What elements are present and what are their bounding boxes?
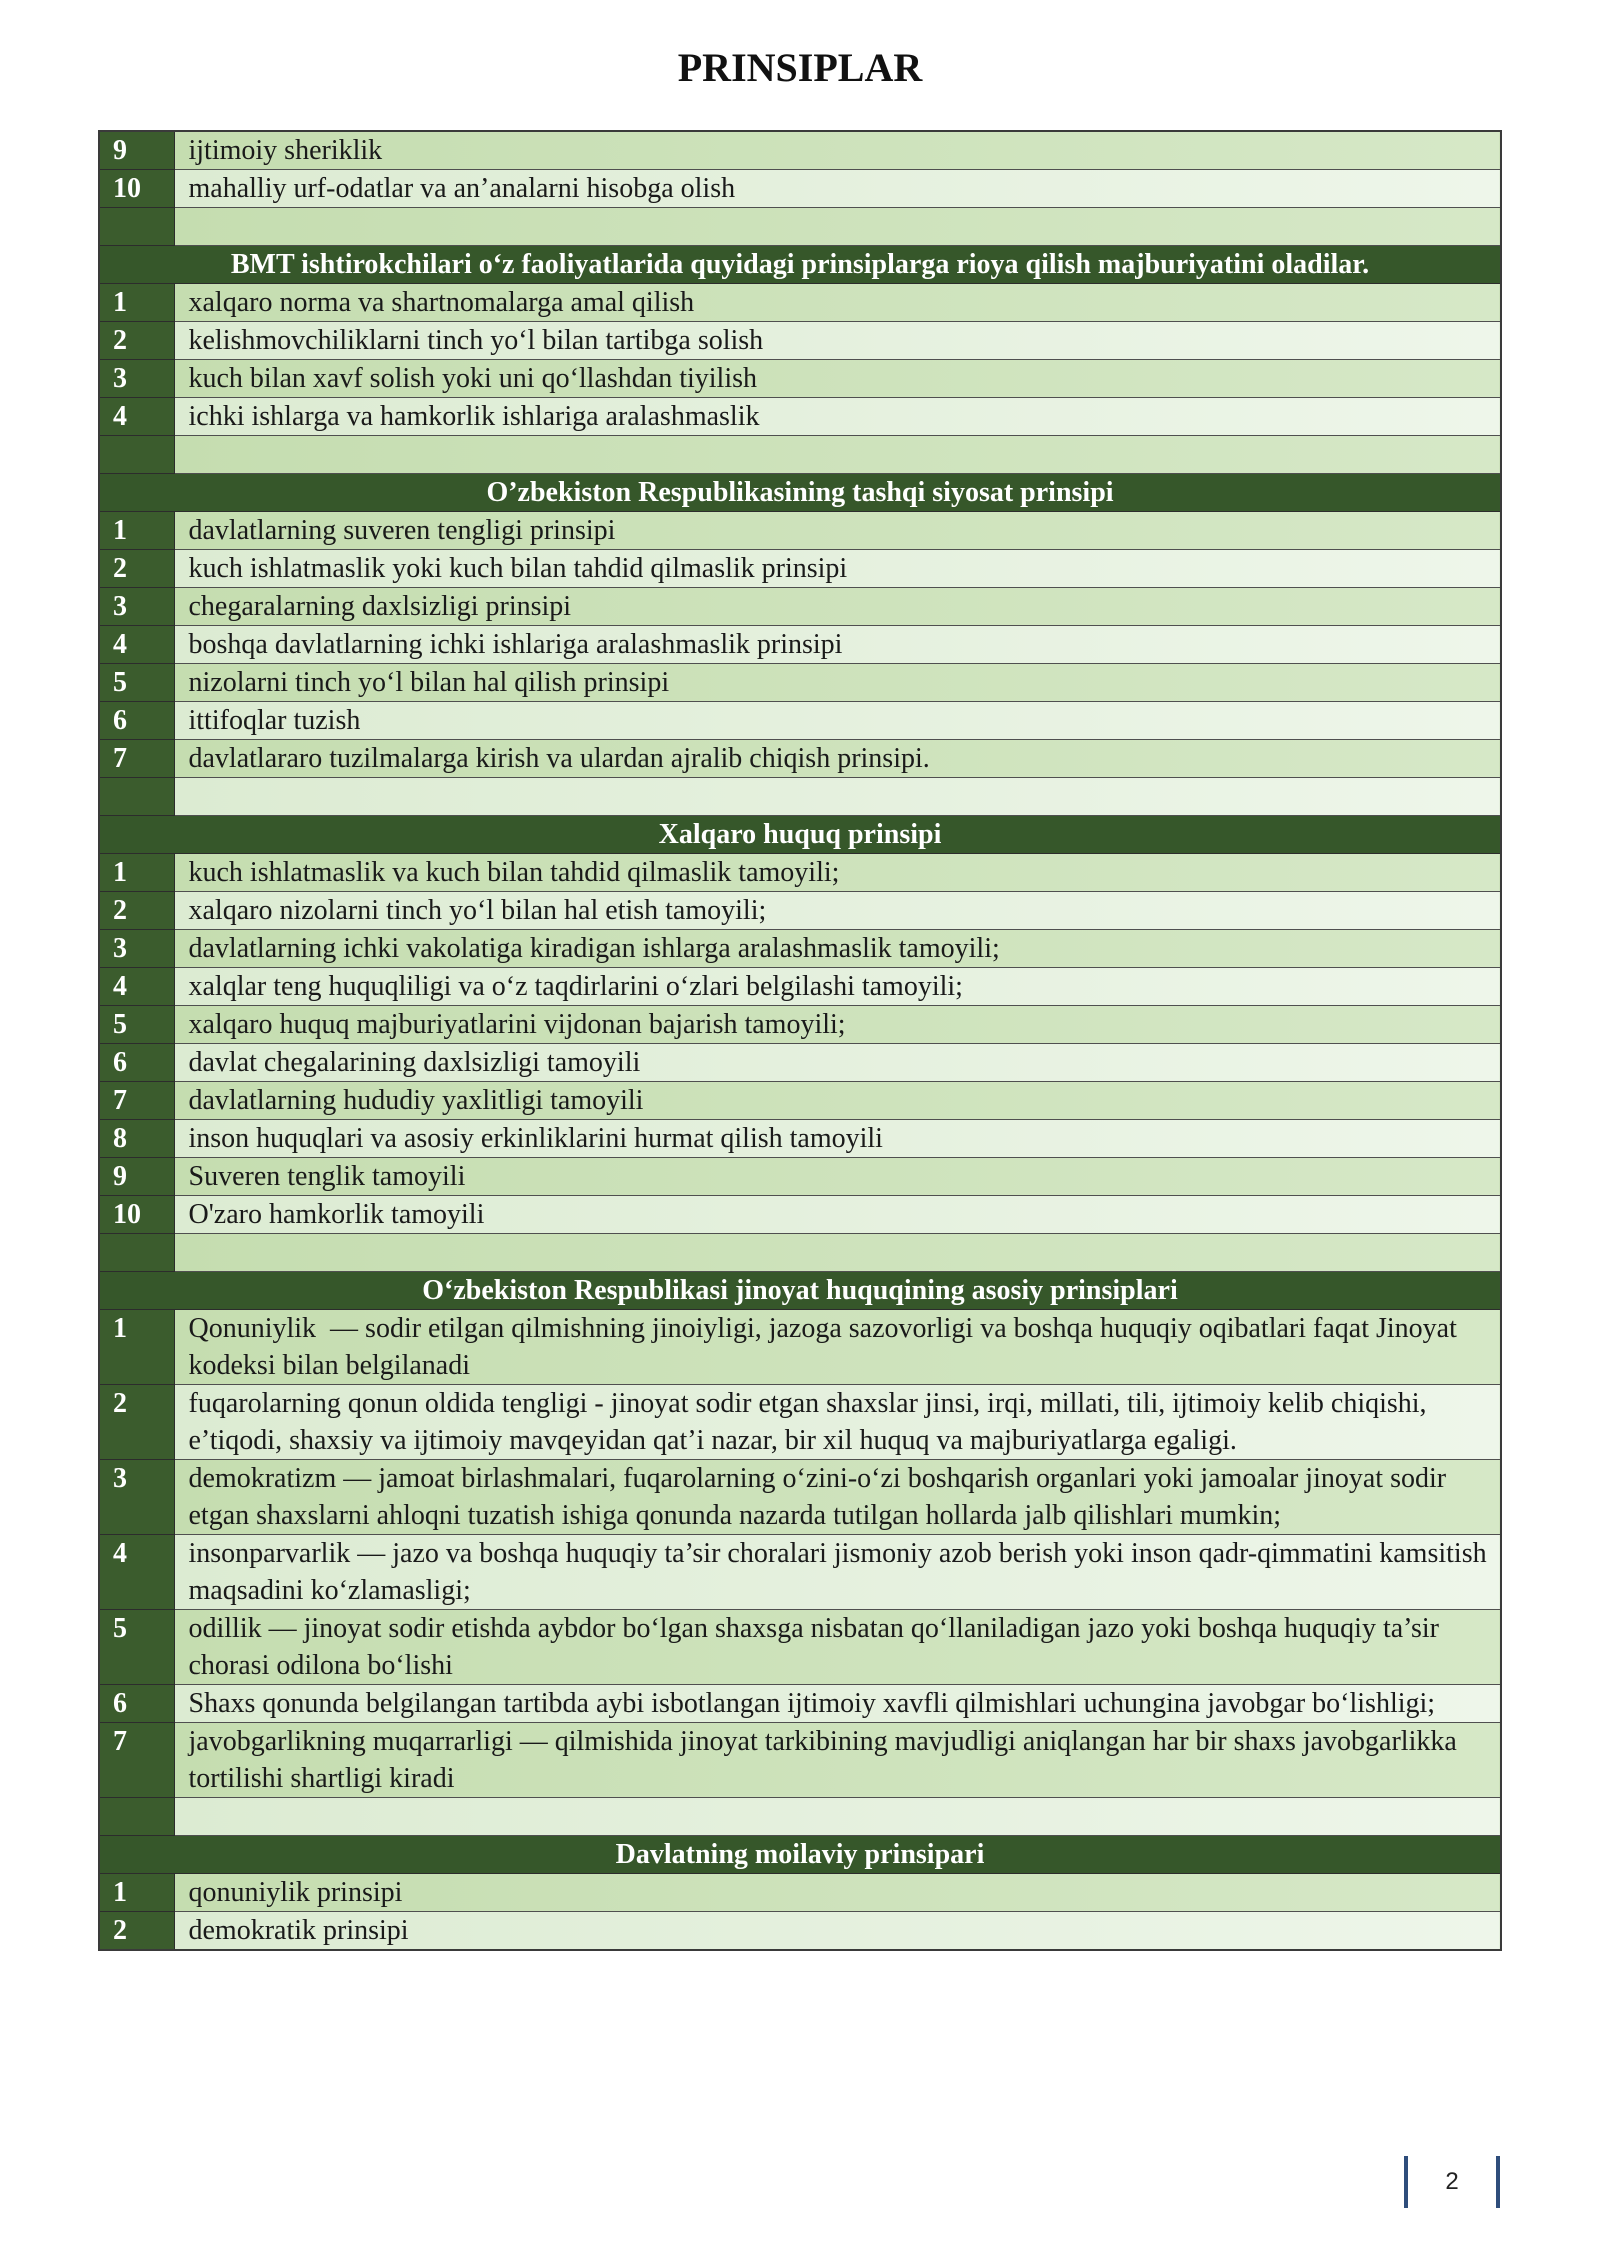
spacer-number-cell [99,1798,174,1836]
principle-text: mahalliy urf-odatlar va an’analarni hisobga olish [174,170,1501,208]
section-heading: BMT ishtirokchilari o‘z faoliyatlarida quyidagi prinsiplarga rioya qilish majburiyatini oladilar. [99,246,1501,284]
section-heading: O‘zbekiston Respublikasi jinoyat huquqining asosiy prinsiplari [99,1272,1501,1310]
principle-row [99,968,1501,1006]
principle-text: kuch ishlatmaslik yoki kuch bilan tahdid qilmaslik prinsipi [174,550,1501,588]
spacer-text-cell [174,436,1501,474]
principle-text: ittifoqlar tuzish [174,702,1501,740]
principle-text: inson huquqlari va asosiy erkinliklarini hurmat qilish tamoyili [174,1120,1501,1158]
principle-row [99,588,1501,626]
spacer-row [99,1234,1501,1272]
row-number: 2 [99,1912,174,1951]
row-number: 8 [99,1120,174,1158]
principle-text: kuch ishlatmaslik va kuch bilan tahdid qilmaslik tamoyili; [174,854,1501,892]
principle-row [99,322,1501,360]
section-heading-row [99,1836,1501,1874]
principle-row [99,398,1501,436]
spacer-row [99,208,1501,246]
spacer-text-cell [174,208,1501,246]
principle-text: insonparvarlik — jazo va boshqa huquqiy ta’sir choralari jismoniy azob berish yoki inson qadr-qimmatini kamsitish maqsadini ko‘zlamasligi; [174,1535,1501,1610]
row-number: 10 [99,170,174,208]
principle-row [99,892,1501,930]
principle-row [99,626,1501,664]
section-heading: Xalqaro huquq prinsipi [99,816,1501,854]
row-number: 9 [99,131,174,170]
principle-text: ijtimoiy sheriklik [174,131,1501,170]
principle-text: kuch bilan xavf solish yoki uni qo‘llashdan tiyilish [174,360,1501,398]
principle-row [99,740,1501,778]
row-number: 5 [99,1006,174,1044]
row-number: 4 [99,1535,174,1610]
principle-text: davlatlarning ichki vakolatiga kiradigan ishlarga aralashmaslik tamoyili; [174,930,1501,968]
row-number: 4 [99,398,174,436]
principles-table-body [99,131,1501,1950]
row-number: 3 [99,360,174,398]
spacer-text-cell [174,1234,1501,1272]
principle-row [99,1460,1501,1535]
principle-text: demokratik prinsipi [174,1912,1501,1951]
spacer-row [99,778,1501,816]
row-number: 2 [99,892,174,930]
principle-text: xalqaro nizolarni tinch yo‘l bilan hal etish tamoyili; [174,892,1501,930]
principle-row [99,1385,1501,1460]
principle-row [99,1006,1501,1044]
spacer-number-cell [99,778,174,816]
principles-table [98,130,1502,1951]
principle-text: davlatlararo tuzilmalarga kirish va ulardan ajralib chiqish prinsipi. [174,740,1501,778]
section-heading: O’zbekiston Respublikasining tashqi siyosat prinsipi [99,474,1501,512]
spacer-number-cell [99,1234,174,1272]
row-number: 1 [99,1310,174,1385]
page-number: 2 [1445,2168,1459,2195]
principle-row [99,1535,1501,1610]
row-number: 5 [99,664,174,702]
principle-row [99,170,1501,208]
principle-text: ichki ishlarga va hamkorlik ishlariga aralashmaslik [174,398,1501,436]
page-title: PRINSIPLAR [677,45,923,90]
principle-row [99,512,1501,550]
principle-text: davlatlarning hududiy yaxlitligi tamoyili [174,1082,1501,1120]
principle-row [99,1723,1501,1798]
principle-row [99,1912,1501,1951]
spacer-text-cell [174,778,1501,816]
principle-row [99,1685,1501,1723]
row-number: 2 [99,322,174,360]
row-number: 4 [99,626,174,664]
principle-text: nizolarni tinch yo‘l bilan hal qilish prinsipi [174,664,1501,702]
row-number: 6 [99,702,174,740]
principle-text: O'zaro hamkorlik tamoyili [174,1196,1501,1234]
principle-row [99,1120,1501,1158]
section-heading-row [99,1272,1501,1310]
principle-text: xalqaro huquq majburiyatlarini vijdonan bajarish tamoyili; [174,1006,1501,1044]
spacer-number-cell [99,208,174,246]
principle-row [99,664,1501,702]
principle-row [99,1044,1501,1082]
principle-text: Shaxs qonunda belgilangan tartibda aybi isbotlangan ijtimoiy xavfli qilmishlari uchungina javobgar bo‘lishligi; [174,1685,1501,1723]
spacer-text-cell [174,1798,1501,1836]
row-number: 5 [99,1610,174,1685]
principle-text: kelishmovchiliklarni tinch yo‘l bilan tartibga solish [174,322,1501,360]
principle-row [99,1196,1501,1234]
principle-text: xalqaro norma va shartnomalarga amal qilish [174,284,1501,322]
principle-row [99,284,1501,322]
principle-text: fuqarolarning qonun oldida tengligi - jinoyat sodir etgan shaxslar jinsi, irqi, millati, tili, ijtimoiy kelib chiqishi, e’tiqodi, shaxsiy va ijtimoiy mavqeyidan qat’i nazar, bir xil huquq va majburiyatlarga egaligi. [174,1385,1501,1460]
section-heading-row [99,474,1501,512]
principle-text: odillik — jinoyat sodir etishda aybdor bo‘lgan shaxsga nisbatan qo‘llaniladigan jazo yoki boshqa huquqiy ta’sir chorasi odilona bo‘lishi [174,1610,1501,1685]
principle-row [99,1874,1501,1912]
row-number: 4 [99,968,174,1006]
row-number: 3 [99,588,174,626]
row-number: 7 [99,1082,174,1120]
row-number: 1 [99,284,174,322]
principle-text: qonuniylik prinsipi [174,1874,1501,1912]
principle-text: davlat chegalarining daxlsizligi tamoyili [174,1044,1501,1082]
principle-text: boshqa davlatlarning ichki ishlariga aralashmaslik prinsipi [174,626,1501,664]
principle-row [99,1610,1501,1685]
principle-row [99,1158,1501,1196]
principle-text: davlatlarning suveren tengligi prinsipi [174,512,1501,550]
principle-text: demokratizm — jamoat birlashmalari, fuqarolarning o‘zini-o‘zi boshqarish organlari yoki jamoalar jinoyat sodir etgan shaxslarni ahloqni tuzatish ishiga qonunda nazarda tutilgan hollarda jalb qilishlari mumkin; [174,1460,1501,1535]
row-number: 1 [99,854,174,892]
row-number: 9 [99,1158,174,1196]
row-number: 10 [99,1196,174,1234]
row-number: 6 [99,1685,174,1723]
principle-text: javobgarlikning muqarrarligi — qilmishida jinoyat tarkibining mavjudligi aniqlangan har bir shaxs javobgarlikka tortilishi shartligi kiradi [174,1723,1501,1798]
row-number: 6 [99,1044,174,1082]
spacer-number-cell [99,436,174,474]
row-number: 7 [99,1723,174,1798]
row-number: 2 [99,1385,174,1460]
spacer-row [99,1798,1501,1836]
principle-text: xalqlar teng huquqliligi va o‘z taqdirlarini o‘zlari belgilashi tamoyili; [174,968,1501,1006]
principle-row [99,360,1501,398]
row-number: 3 [99,1460,174,1535]
page-number-box [1404,2156,1500,2208]
principle-text: Qonuniylik — sodir etilgan qilmishning jinoiyligi, jazoga sazovorligi va boshqa huquqiy oqibatlari faqat Jinoyat kodeksi bilan belgilanadi [174,1310,1501,1385]
row-number: 2 [99,550,174,588]
principle-row [99,1310,1501,1385]
section-heading-row [99,246,1501,284]
principle-row [99,702,1501,740]
section-heading-row [99,816,1501,854]
principle-row [99,854,1501,892]
row-number: 7 [99,740,174,778]
principle-row [99,550,1501,588]
principle-text: Suveren tenglik tamoyili [174,1158,1501,1196]
principle-row [99,1082,1501,1120]
spacer-row [99,436,1501,474]
row-number: 1 [99,1874,174,1912]
principle-text: chegaralarning daxlsizligi prinsipi [174,588,1501,626]
section-heading: Davlatning moilaviy prinsipari [99,1836,1501,1874]
principle-row [99,930,1501,968]
row-number: 1 [99,512,174,550]
row-number: 3 [99,930,174,968]
principle-row [99,131,1501,170]
